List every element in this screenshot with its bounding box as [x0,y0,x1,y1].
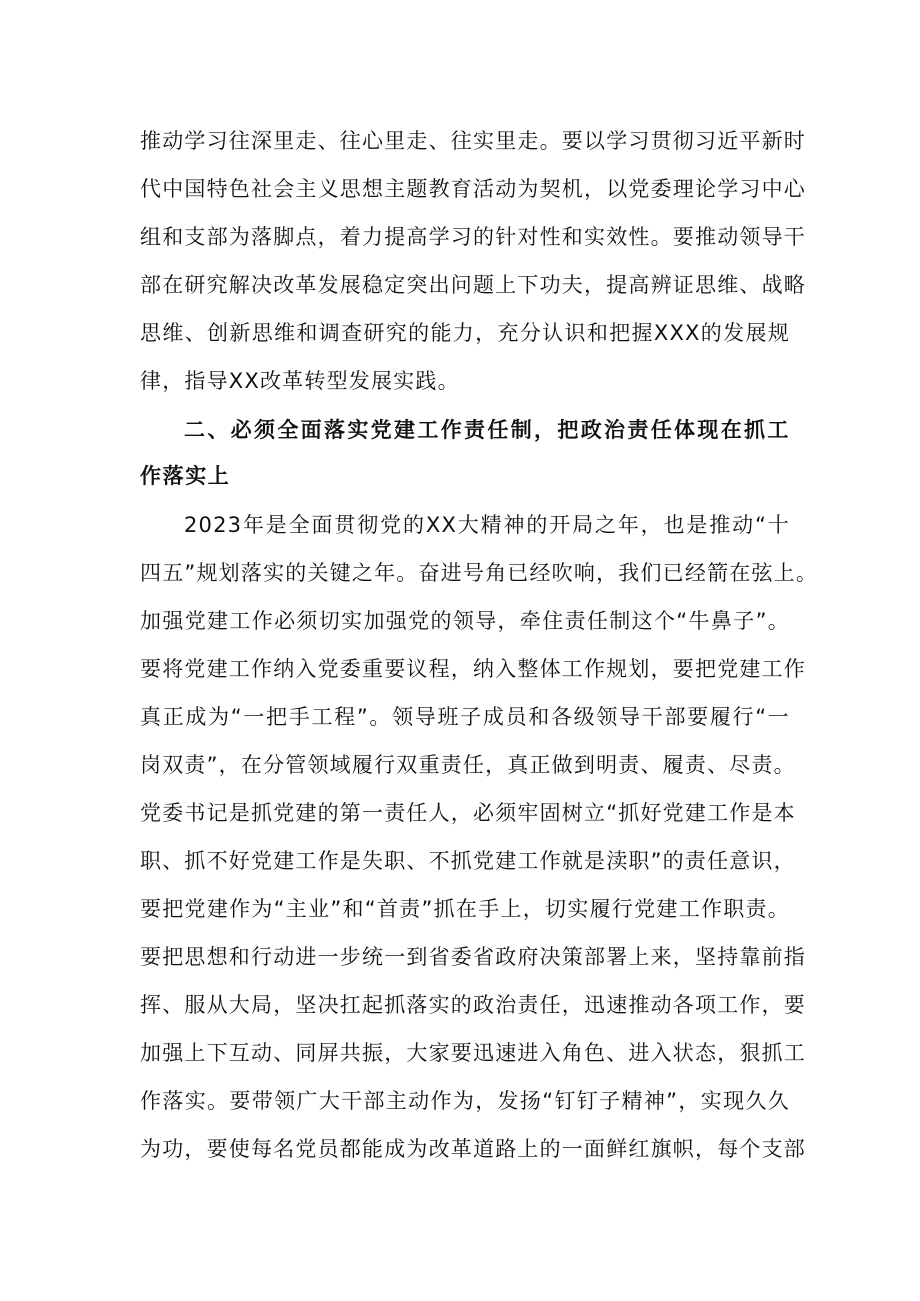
para1-line-6: 律，指导XX改革转型发展实践。 [140,369,460,393]
para2-line-9: 要把党建作为“主业”和“首责”抓在手上，切实履行党建工作职责。 [140,897,790,921]
para1-line-1: 推动学习往深里走、往心里走、往实里走。要以学习贯彻习近平新时 [140,129,806,153]
para2-line-10: 要把思想和行动进一步统一到省委省政府决策部署上来，坚持靠前指 [140,945,806,969]
para2-line-8: 职、抓不好党建工作是失职、不抓党建工作就是渎职”的责任意识， [140,849,796,873]
section-heading-line-2: 作落实上 [140,464,231,488]
para2-line-6: 岗双责”，在分管领域履行双重责任，真正做到明责、履责、尽责。 [140,753,796,777]
section-heading-line-1: 二、必须全面落实党建工作责任制，把政治责任体现在抓工 [184,418,790,442]
para2-line-7: 党委书记是抓党建的第一责任人，必须牢固树立“抓好党建工作是本 [140,801,796,825]
para2-line-12: 加强上下互动、同屏共振，大家要迅速进入角色、进入状态，狠抓工 [140,1041,806,1065]
para2-line-11: 挥、服从大局，坚决扛起抓落实的政治责任，迅速推动各项工作，要 [140,993,806,1017]
para2-line-4: 要将党建工作纳入党委重要议程，纳入整体工作规划，要把党建工作 [140,657,806,681]
para1-line-5: 思维、创新思维和调查研究的能力，充分认识和把握XXX的发展规 [140,321,790,345]
para2-line-3: 加强党建工作必须切实加强党的领导，牵住责任制这个“牛鼻子”。 [140,609,790,633]
para1-line-4: 部在研究解决改革发展稳定突出问题上下功夫，提高辨证思维、战略 [140,273,806,297]
para1-line-3: 组和支部为落脚点，着力提高学习的针对性和实效性。要推动领导干 [140,225,806,249]
para2-line-2: 四五”规划落实的关键之年。奋进号角已经吹响，我们已经箭在弦上。 [140,561,819,585]
para2-line-13: 作落实。要带领广大干部主动作为，发扬“钉钉子精神”，实现久久 [140,1089,790,1113]
para2-line-1: 2023年是全面贯彻党的XX大精神的开局之年，也是推动“十 [184,513,790,537]
para2-line-14: 为功，要使每名党员都能成为改革道路上的一面鲜红旗帜，每个支部 [140,1137,806,1161]
para2-line-5: 真正成为“一把手工程”。领导班子成员和各级领导干部要履行“一 [140,705,790,729]
para1-line-2: 代中国特色社会主义思想主题教育活动为契机，以党委理论学习中心 [140,177,806,201]
